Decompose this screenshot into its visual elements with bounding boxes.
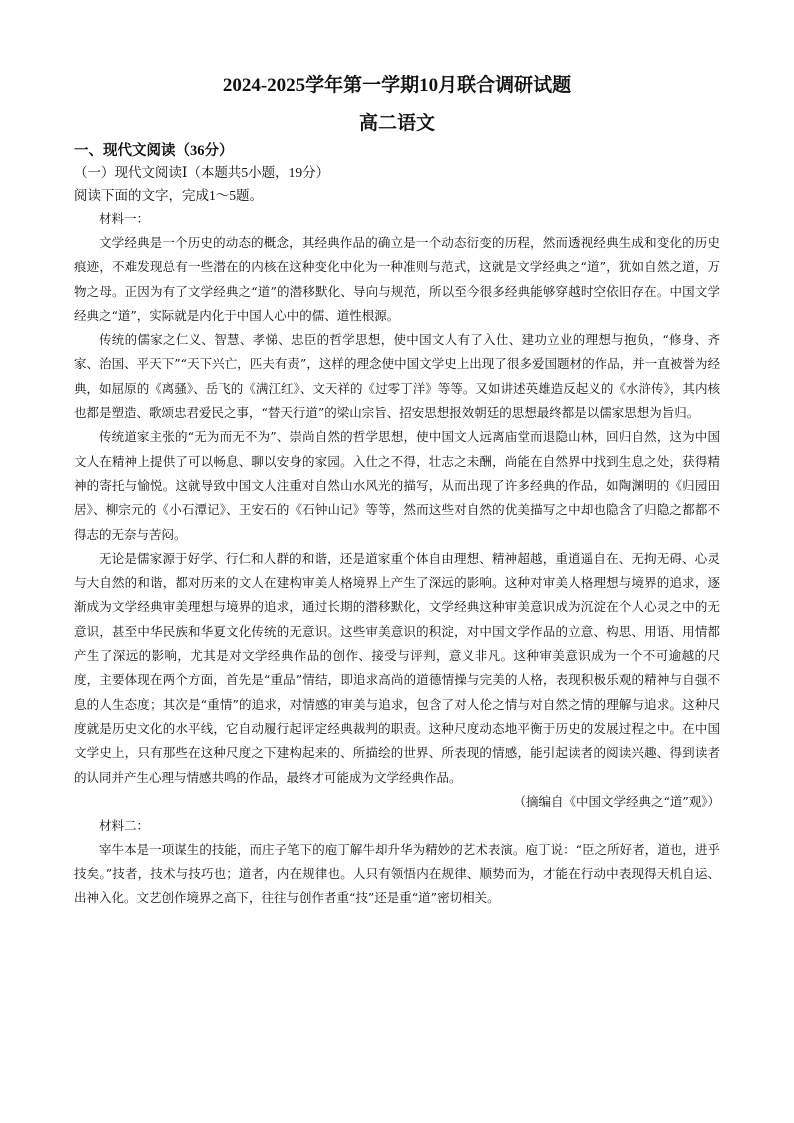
exam-title: 2024-2025学年第一学期10月联合调研试题 <box>222 75 572 96</box>
material-two-label: 材料二： <box>99 817 150 833</box>
material-one-source: （摘编自《中国文学经典之“道”观》） <box>513 793 720 809</box>
material-one-paragraph-3: 传统道家主张的“无为而无不为”、崇尚自然的哲学思想，使中国文人远离庙堂而退隐山林，回归自然，这为中国文人在精神上提供了可以畅息、聊以安身的家园。入仕之不得，壮志之未酬，尚能在自然界中找到生息之处，获得精神的寄托与愉悦。这就导致中国文人注重对自然山水风光的描写，从而出现了许多经典的作品，如陶渊明的《归园田居》、柳宗元的《小石潭记》、王安石的《石钟山记》等等，然而这些对自然的优美描写之中却也隐含了归隐之都都不得志的无奈与苦闷。 <box>74 429 720 542</box>
material-two-paragraph-1: 宰牛本是一项谋生的技能，而庄子笔下的庖丁解牛却升华为精妙的艺术表演。庖丁说：“臣之所好者，道也，进乎技矣。”技者，技术与技巧也；道者，内在规律也。人只有领悟内在规律、顺势而为，才能在行动中表现得天机自运、出神入化。文艺创作境界之高下，往往与创作者重“技”还是重“道”密切相关。 <box>74 841 720 906</box>
exam-page <box>74 74 720 911</box>
material-one-paragraph-4: 无论是儒家源于好学、行仁和人群的和谐，还是道家重个体自由理想、精神超越，重逍遥自在、无拘无碍、心灵与大自然的和谐，都对历来的文人在建构审美人格境界上产生了深远的影响。这种对审美人格理想与境界的追求，逐渐成为文学经典审美理想与境界的追求，通过长期的潜移默化，文学经典这种审美意识成为沉淀在个人心灵之中的无意识，甚至中华民族和华夏文化传统的无意识。这些审美意识的积淀，对中国文学作品的立意、构思、用语、用情都产生了深远的影响，尤其是对文学经典作品的创作、接受与评判，意义非凡。这种审美意识成为一个不可逾越的尺度，主要体现在两个方面，首先是“重品”情结，即追求高尚的道德情操与完美的人格，表现积极乐观的精神与自强不息的人生态度；其次是“重情”的追求，对情感的审美与追求，包含了对人伦之情与对自然之情的理解与追求。这种尺度就是历史文化的水平线，它自动履行起评定经典裁判的职责。这种尺度动态地平衡于历史的发展过程之中。在中国文学史上，只有那些在这种尺度之下建构起来的、所描绘的世界、所表现的情感，能引起读者的阅读兴趣、得到读者的认同并产生心理与情感共鸣的作品，最终才可能成为文学经典作品。 <box>74 550 720 785</box>
reading-instruction: 阅读下面的文字，完成1～5题。 <box>74 187 263 203</box>
material-one-label: 材料一： <box>99 211 150 226</box>
material-one-paragraph-1: 文学经典是一个历史的动态的概念，其经典作品的确立是一个动态衍变的历程，然而透视经典生成和变化的历史痕迹，不难发现总有一些潜在的内核在这种变化中化为一种准则与范式，这就是文学经典之“道”，犹如自然之道，万物之母。正因为有了文学经典之“道”的潜移默化、导向与规范，所以至今很多经典能够穿越时空依旧存在。中国文学经典之“道”，实际就是内化于中国人心中的儒、道性根源。 <box>74 235 720 323</box>
exam-subject: 高二语文 <box>358 113 435 134</box>
section-heading: 一、现代文阅读（36分） <box>74 143 234 159</box>
sub-section-heading: （一）现代文阅读Ⅰ（本题共5小题，19分） <box>74 165 330 180</box>
material-one-paragraph-2: 传统的儒家之仁义、智慧、孝悌、忠臣的哲学思想，使中国文人有了入仕、建功立业的理想与抱负，“修身、齐家、治国、平天下”“天下兴亡，匹夫有责”，这样的理念使中国文学史上出现了很多爱国题材的作品，并一直被誉为经典，如屈原的《离骚》、岳飞的《满江红》、文天祥的《过零丁洋》等等。又如讲述英雄造反起义的《水浒传》，其内核也都是塑造、歌颂忠君爱民之事，“替天行道”的梁山宗旨、招安思想报效朝廷的思想最终都是以儒家思想为旨归。 <box>74 332 720 421</box>
